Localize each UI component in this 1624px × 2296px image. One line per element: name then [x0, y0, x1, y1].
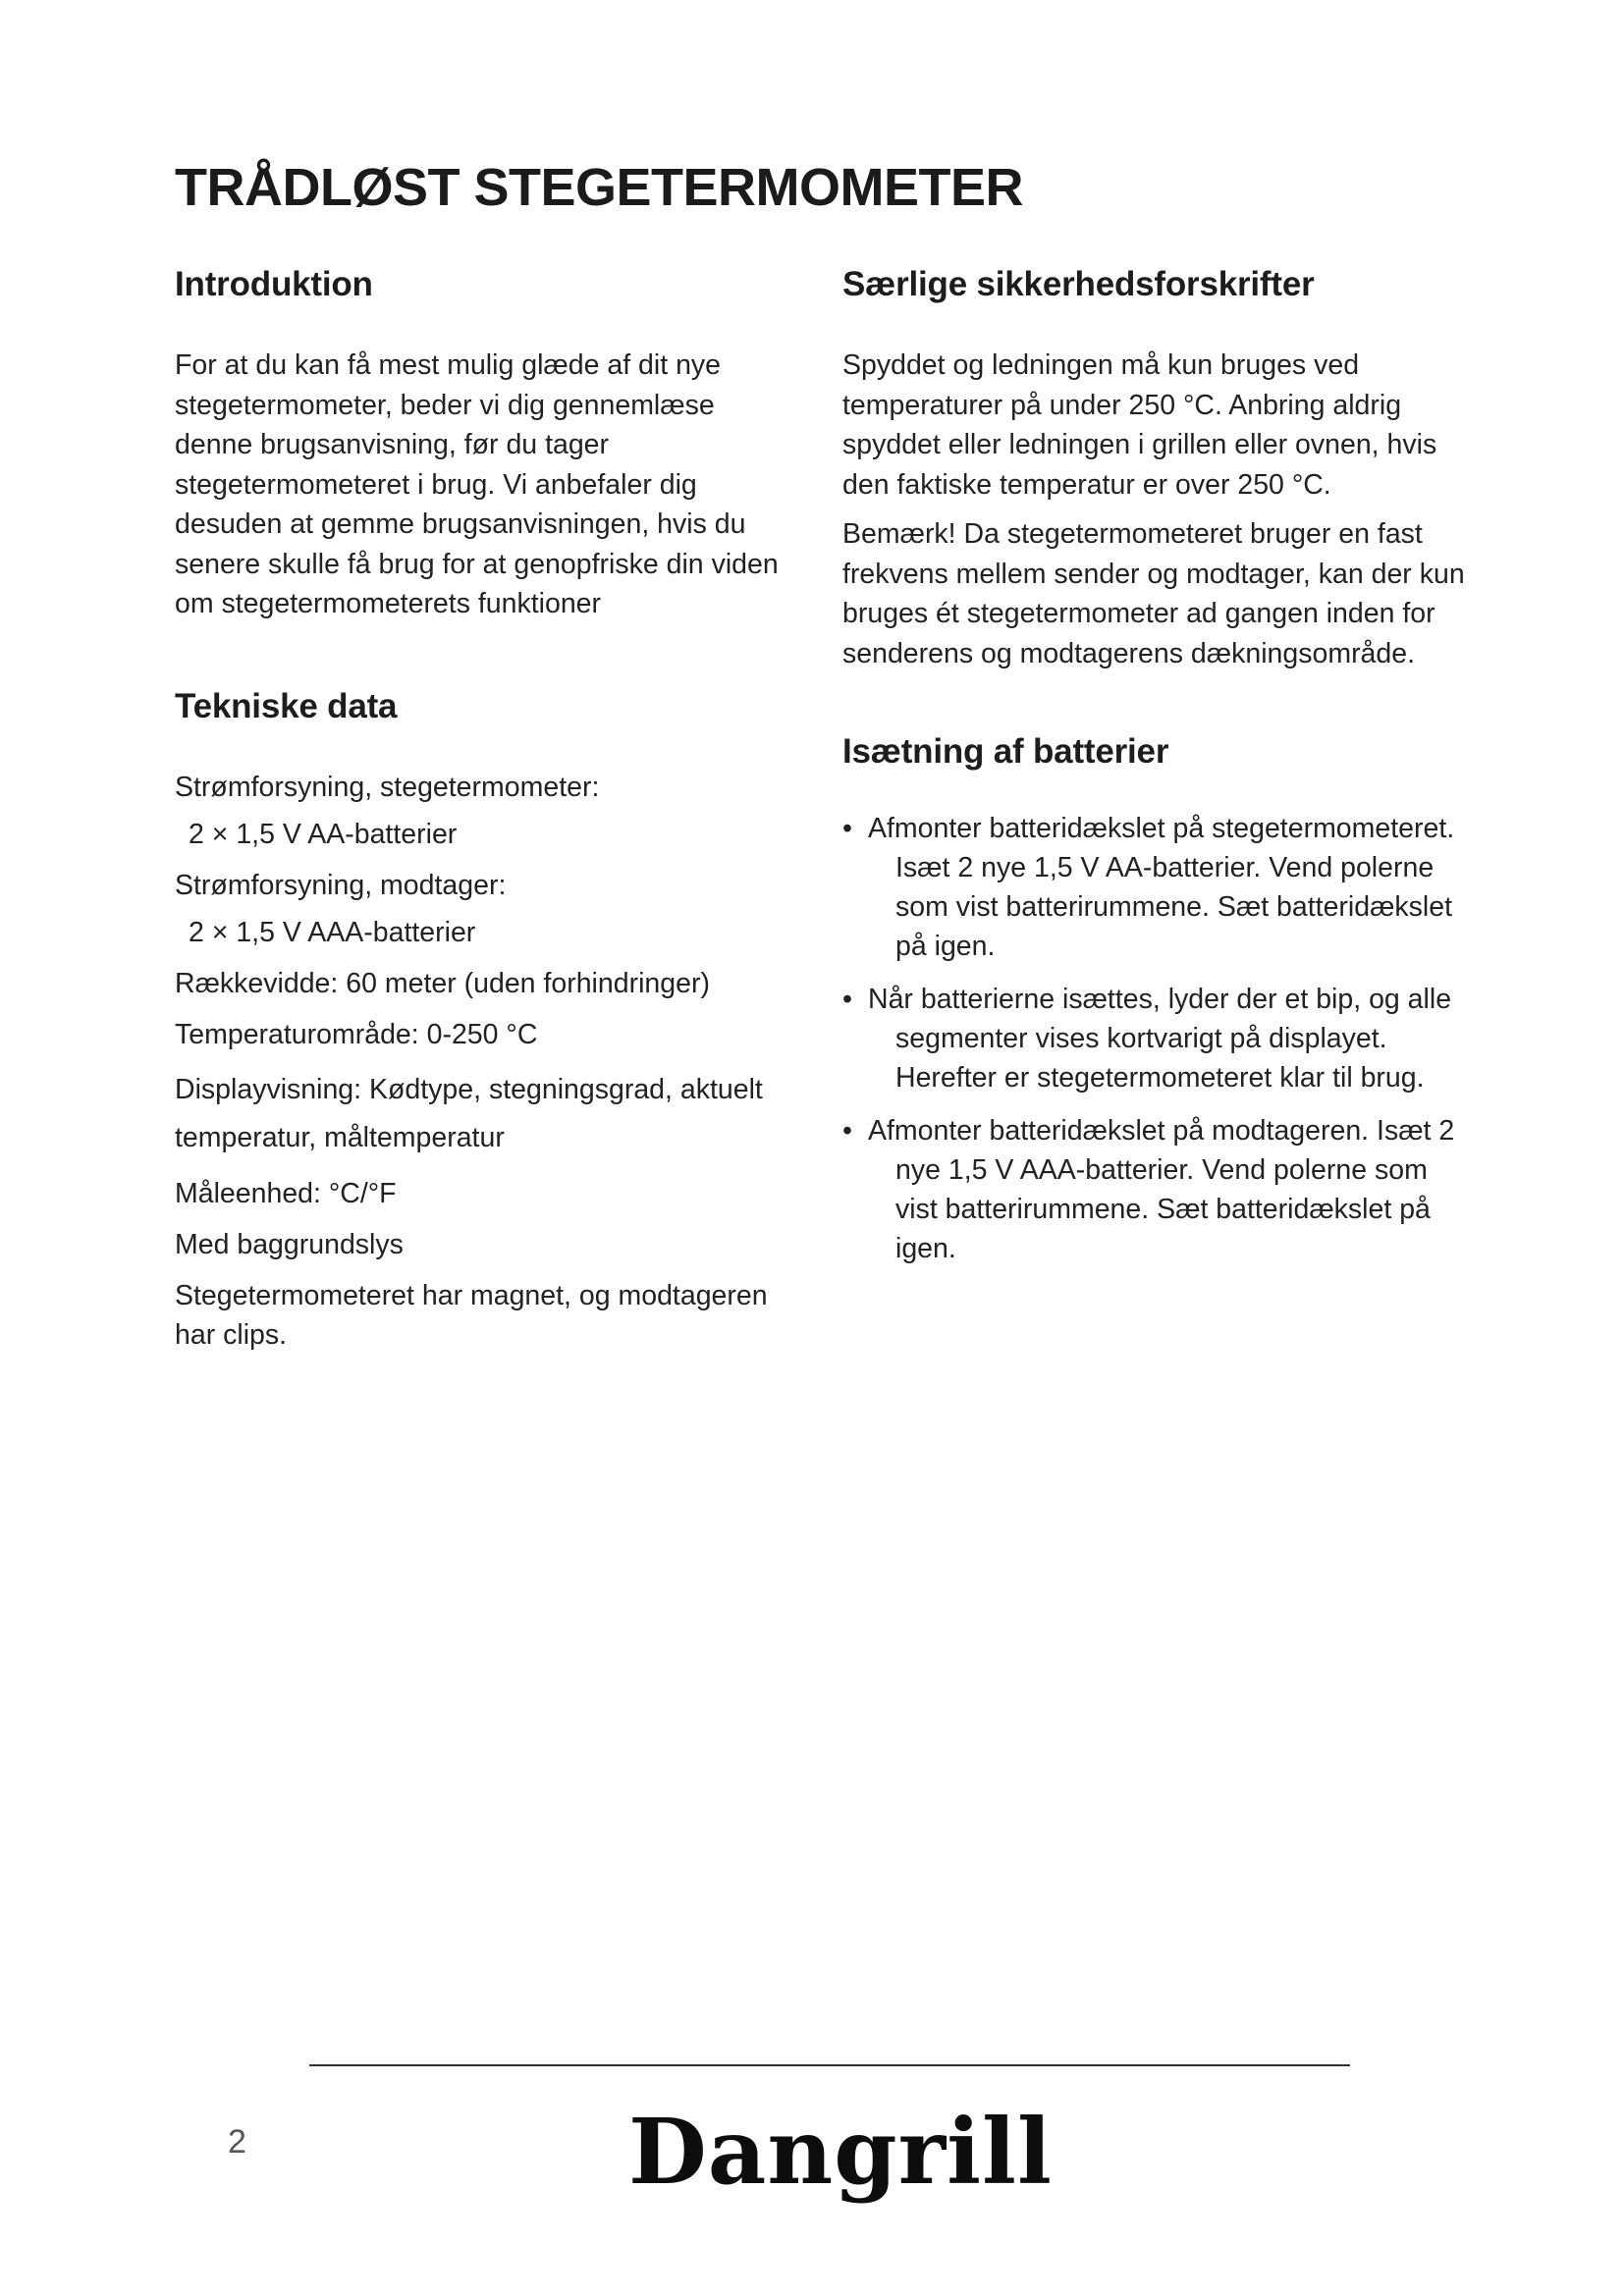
bullet-icon: • — [842, 1115, 852, 1147]
safety-note: Bemærk! Da stegetermometeret bruger en fast frekvens mellem sender og modtager, kan der kun bruges ét stegetermometer ad gangen inden for senderens og modtagerens dækningsområde. — [842, 518, 1465, 669]
introduction-heading: Introduktion — [175, 265, 373, 303]
tech-item: Strømforsyning, stegetermometer: — [175, 771, 600, 803]
tech-item: Displayvisning: Kødtype, stegningsgrad, aktuelt temperatur, måltemperatur — [175, 1073, 763, 1153]
tech-item: Rækkevidde: 60 meter (uden forhindringer) — [175, 967, 710, 999]
page-number: 2 — [228, 2123, 246, 2161]
batteries-list — [842, 809, 1471, 1268]
battery-step-text: Afmonter batteridækslet på modtageren. Isæt 2 nye 1,5 V AAA-batterier. Vend polerne som vist batterirummene. Sæt batteridækslet på igen. — [868, 1115, 1455, 1264]
left-column — [175, 265, 793, 1366]
safety-text: Spyddet og ledningen må kun bruges ved temperaturer på under 250 °C. Anbring aldrig spyddet eller ledningen i grillen eller ovnen, hvis den faktiske temperatur er over 250 °C. — [842, 349, 1437, 501]
tech-item: Stegetermometeret har magnet, og modtageren har clips. — [175, 1279, 768, 1351]
battery-step — [842, 980, 1471, 1097]
right-column — [842, 265, 1471, 1282]
tech-item: 2 × 1,5 V AA-batterier — [189, 818, 458, 850]
introduction-text: For at du kan få mest mulig glæde af dit nye stegetermometer, beder vi dig gennemlæse denne brugsanvisning, før du tager stegetermometeret i brug. Vi anbefaler dig desuden at gemme brugsanvisningen, hvis du senere skulle få brug for at genopfriske din viden om stegetermometerets funktioner — [175, 349, 779, 619]
page-title: TRÅDLØST STEGETERMOMETER — [175, 158, 1023, 217]
bullet-icon: • — [842, 984, 852, 1015]
battery-step — [842, 1111, 1471, 1268]
tech-item: Med baggrundslys — [175, 1228, 404, 1260]
batteries-heading: Isætning af batterier — [842, 732, 1169, 771]
tech-item: 2 × 1,5 V AAA-batterier — [189, 916, 476, 948]
tech-item: Temperaturområde: 0-250 °C — [175, 1018, 538, 1050]
footer-divider — [309, 2064, 1350, 2066]
technical-data-list — [175, 768, 793, 1355]
technical-data-heading: Tekniske data — [175, 686, 398, 725]
battery-step-text: Afmonter batteridækslet på stegetermometeret. Isæt 2 nye 1,5 V AA-batterier. Vend polerne som vist batterirummene. Sæt batteridækslet på igen. — [868, 813, 1455, 962]
battery-step — [842, 809, 1471, 966]
tech-item: Strømforsyning, modtager: — [175, 869, 507, 901]
bullet-icon: • — [842, 813, 852, 844]
tech-item: Måleenhed: °C/°F — [175, 1177, 397, 1209]
battery-step-text: Når batterierne isættes, lyder der et bip, og alle segmenter vises kortvarigt på displayet. Herefter er stegetermometeret klar til brug. — [868, 984, 1452, 1094]
safety-heading: Særlige sikkerhedsforskrifter — [842, 265, 1315, 303]
brand-logo: Dangrill — [628, 2099, 1053, 2205]
